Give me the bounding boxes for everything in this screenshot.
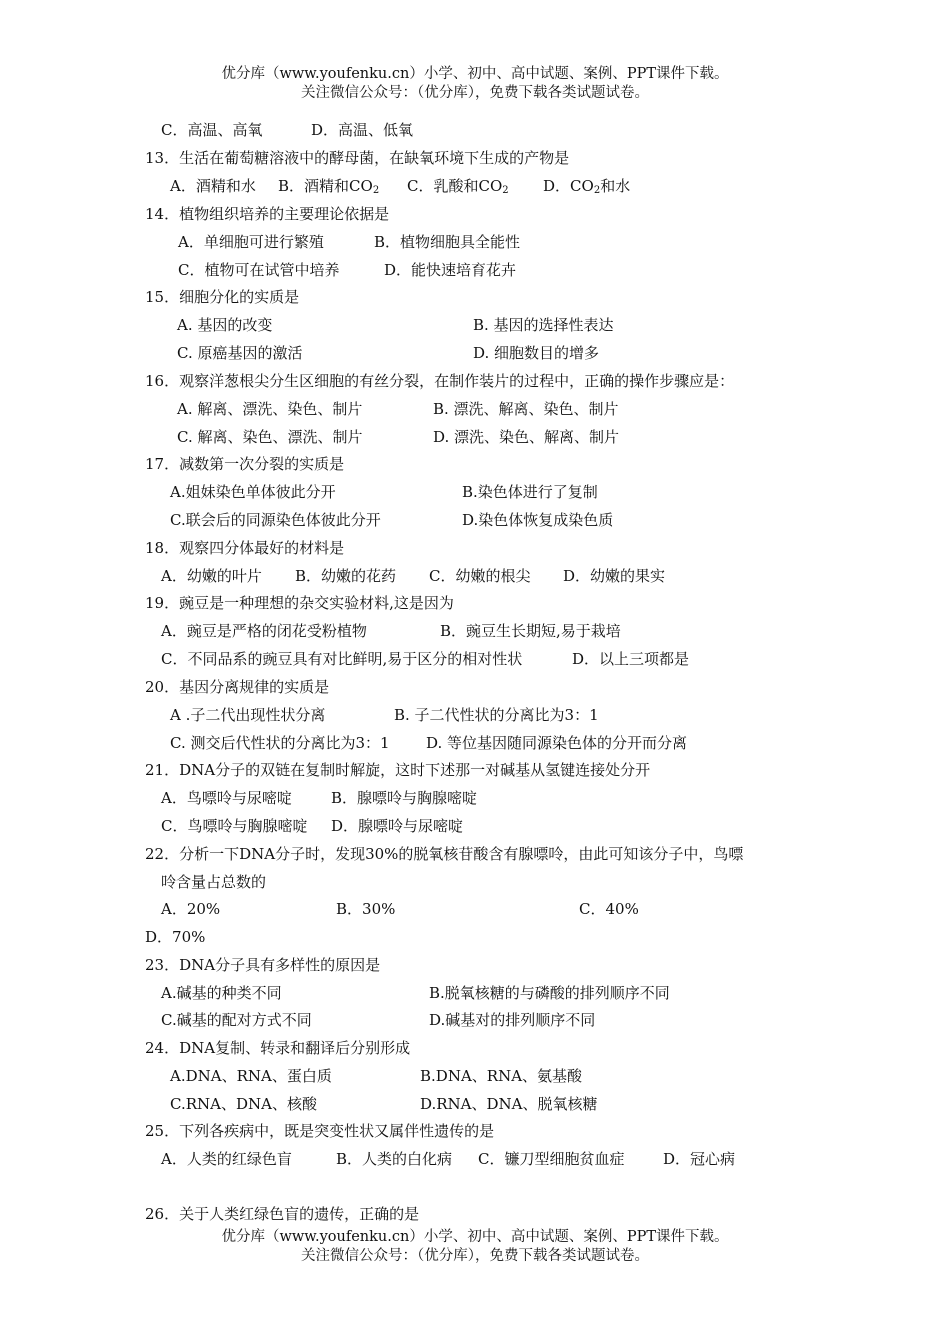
q25-option-c: C．镰刀型细胞贫血症 bbox=[478, 1150, 625, 1168]
q25-option-b: B．人类的白化病 bbox=[336, 1150, 453, 1168]
q22-option-a: A．20% bbox=[161, 900, 221, 918]
q14-stem: 14．植物组织培养的主要理论依据是 bbox=[145, 205, 390, 223]
q24-option-d: D.RNA、DNA、脱氧核糖 bbox=[420, 1095, 598, 1113]
q12-option-c: C．高温、高氧 bbox=[161, 121, 263, 139]
q18-option-a: A．幼嫩的叶片 bbox=[161, 567, 262, 585]
q18-option-d: D．幼嫩的果实 bbox=[563, 567, 666, 585]
page-footer bbox=[0, 1228, 950, 1266]
q13-option-b: B．酒精和$CO_2$ bbox=[278, 177, 380, 196]
page-header bbox=[0, 65, 950, 103]
q17-option-a: A.姐妹染色单体彼此分开 bbox=[170, 483, 336, 501]
q15-option-b: B. 基因的选择性表达 bbox=[473, 316, 614, 334]
q20-stem: 20．基因分离规律的实质是 bbox=[145, 678, 330, 696]
q17-option-d: D.染色体恢复成染色质 bbox=[462, 511, 614, 529]
q15-option-a: A. 基因的改变 bbox=[177, 316, 273, 334]
q19-option-a: A．豌豆是严格的闭花受粉植物 bbox=[161, 622, 367, 640]
q21-option-a: A．鸟嘌呤与尿嘧啶 bbox=[161, 789, 292, 807]
q13-option-c: C．乳酸和$CO_2$ bbox=[407, 177, 509, 196]
q25-option-a: A．人类的红绿色盲 bbox=[161, 1150, 292, 1168]
q24-stem: 24．DNA复制、转录和翻译后分别形成 bbox=[145, 1039, 411, 1057]
q21-option-c: C．鸟嘌呤与胸腺嘧啶 bbox=[161, 817, 308, 835]
q24-option-b: B.DNA、RNA、氨基酸 bbox=[420, 1067, 583, 1085]
q17-option-c: C.联会后的同源染色体彼此分开 bbox=[170, 511, 381, 529]
q12-option-d: D．高温、低氧 bbox=[311, 121, 414, 139]
q15-option-d: D. 细胞数目的增多 bbox=[473, 344, 600, 362]
footer-line-1: 优分库（www.youfenku.cn）小学、初中、高中试题、案例、PPT课件下载。 bbox=[221, 1229, 729, 1245]
q24-option-a: A.DNA、RNA、蛋白质 bbox=[170, 1067, 332, 1085]
q22-stem-line-2: 呤含量占总数的 bbox=[161, 873, 267, 891]
q23-option-c: C.碱基的配对方式不同 bbox=[161, 1011, 312, 1029]
q20-option-d: D. 等位基因随同源染色体的分开而分离 bbox=[426, 734, 688, 752]
q14-option-c: C．植物可在试管中培养 bbox=[178, 261, 340, 279]
q25-stem: 25．下列各疾病中，既是突变性状又属伴性遗传的是 bbox=[145, 1122, 495, 1140]
q17-stem: 17．减数第一次分裂的实质是 bbox=[145, 455, 345, 473]
q21-stem: 21．DNA分子的双链在复制时解旋，这时下述那一对碱基从氢键连接处分开 bbox=[145, 761, 651, 779]
q14-option-b: B．植物细胞具全能性 bbox=[374, 233, 521, 251]
q22-option-b: B．30% bbox=[336, 900, 396, 918]
q13-stem: 13．生活在葡萄糖溶液中的酵母菌，在缺氧环境下生成的产物是 bbox=[145, 149, 570, 167]
q23-option-a: A.碱基的种类不同 bbox=[161, 984, 282, 1002]
q15-stem: 15．细胞分化的实质是 bbox=[145, 288, 300, 306]
q19-option-b: B．豌豆生长期短,易于栽培 bbox=[440, 622, 621, 640]
q25-option-d: D．冠心病 bbox=[663, 1150, 736, 1168]
q20-option-c: C. 测交后代性状的分离比为3：1 bbox=[170, 734, 390, 752]
q16-option-d: D. 漂洗、染色、解离、制片 bbox=[433, 428, 620, 446]
q24-option-c: C.RNA、DNA、核酸 bbox=[170, 1095, 317, 1113]
q13-option-d: D．$CO_2$和水 bbox=[543, 177, 631, 196]
q16-option-a: A. 解离、漂洗、染色、制片 bbox=[177, 400, 363, 418]
q21-option-b: B．腺嘌呤与胸腺嘧啶 bbox=[331, 789, 478, 807]
q16-stem: 16．观察洋葱根尖分生区细胞的有丝分裂，在制作装片的过程中，正确的操作步骤应是： bbox=[145, 372, 735, 390]
q18-option-c: C．幼嫩的根尖 bbox=[429, 567, 531, 585]
q26-stem: 26．关于人类红绿色盲的遗传，正确的是 bbox=[145, 1205, 420, 1223]
q20-option-b: B. 子二代性状的分离比为3：1 bbox=[394, 706, 599, 724]
q14-option-d: D．能快速培育花卉 bbox=[384, 261, 517, 279]
q19-option-c: C．不同品系的豌豆具有对比鲜明,易于区分的相对性状 bbox=[161, 650, 523, 668]
q17-option-b: B.染色体进行了复制 bbox=[462, 483, 598, 501]
q21-option-d: D．腺嘌呤与尿嘧啶 bbox=[331, 817, 464, 835]
q22-stem-line-1: 22．分析一下DNA分子时，发现30%的脱氧核苷酸含有腺嘌呤，由此可知该分子中，鸟嘌 bbox=[145, 845, 744, 863]
q22-option-c: C．40% bbox=[579, 900, 639, 918]
q23-stem: 23．DNA分子具有多样性的原因是 bbox=[145, 956, 381, 974]
q19-stem: 19．豌豆是一种理想的杂交实验材料,这是因为 bbox=[145, 594, 454, 612]
q16-option-b: B. 漂洗、解离、染色、制片 bbox=[433, 400, 619, 418]
footer-line-2: 关注微信公众号：（优分库），免费下载各类试题试卷。 bbox=[301, 1248, 649, 1264]
q19-option-d: D．以上三项都是 bbox=[572, 650, 690, 668]
q20-option-a: A .子二代出现性状分离 bbox=[170, 706, 326, 724]
header-line-2: 关注微信公众号：（优分库），免费下载各类试题试卷。 bbox=[301, 85, 649, 101]
q23-option-d: D.碱基对的排列顺序不同 bbox=[429, 1011, 596, 1029]
q23-option-b: B.脱氧核糖的与磷酸的排列顺序不同 bbox=[429, 984, 670, 1002]
header-line-1: 优分库（www.youfenku.cn）小学、初中、高中试题、案例、PPT课件下载。 bbox=[221, 66, 729, 82]
q13-option-a: A．酒精和水 bbox=[170, 177, 256, 195]
q15-option-c: C. 原癌基因的激活 bbox=[177, 344, 303, 362]
q18-stem: 18．观察四分体最好的材料是 bbox=[145, 539, 345, 557]
q14-option-a: A．单细胞可进行繁殖 bbox=[178, 233, 324, 251]
q18-option-b: B．幼嫩的花药 bbox=[295, 567, 397, 585]
q22-option-d: D．70% bbox=[145, 928, 206, 946]
q16-option-c: C. 解离、染色、漂洗、制片 bbox=[177, 428, 363, 446]
